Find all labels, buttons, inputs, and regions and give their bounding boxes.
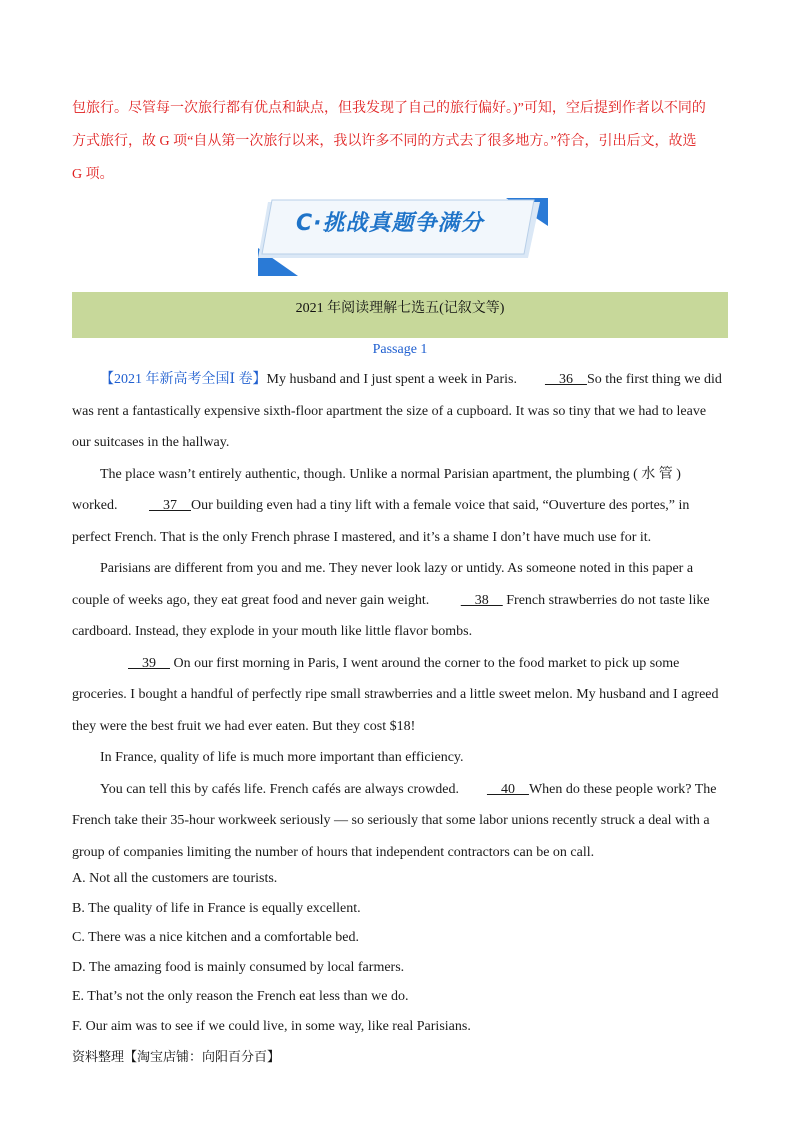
blank-36: 36 [544, 372, 587, 387]
blank-37: 37 [149, 498, 191, 513]
explanation-line: 方式旅行，故 G 项“自从第一次旅行以来，我以许多不同的方式去了很多地方。”符合，引出后文，故选 [72, 134, 697, 149]
section-header-bar [72, 292, 728, 338]
paragraph-text: Parisians are different from you and me. They never look lazy or untidy. As someone noted in this paper a couple of weeks ago, they eat great food and never gain weight. [72, 561, 694, 608]
explanation-line: 包旅行。尽管每一次旅行都有优点和缺点，但我发现了自己的旅行偏好。)”可知，空后提到作者以不同的 [72, 101, 706, 116]
banner-title: C·挑战真题争满分 [296, 211, 484, 236]
paragraph-text: You can tell this by cafés life. French cafés are always crowded. [100, 781, 459, 797]
paragraph-4 [72, 648, 728, 743]
paragraph-6 [72, 774, 728, 869]
paragraph-2 [72, 459, 728, 554]
blank-39: 39 [128, 655, 170, 671]
paragraph-3 [72, 553, 728, 648]
paragraph-1 [72, 364, 728, 459]
paragraph-text: So the first thing we did was rent a fantastically expensive sixth-floor apartment the size of a cupboard. It was so tiny that we had to leave our suitcases in the hallway. [72, 372, 722, 450]
option-b: B. The quality of life in France is equally excellent. [72, 900, 361, 916]
option-d: D. The amazing food is mainly consumed by local farmers. [72, 959, 405, 975]
paragraph-5: In France, quality of life is much more important than efficiency. [100, 750, 464, 765]
paragraph-text: French strawberries do not taste like cardboard. Instead, they explode in your mouth like little flavor bombs. [72, 592, 710, 639]
option-f: F. Our aim was to see if we could live, in some way, like real Parisians. [72, 1018, 471, 1034]
passage-body [72, 364, 728, 868]
section-banner [258, 196, 548, 276]
blank-38: 38 [460, 592, 503, 608]
paragraph-text: My husband and I just spent a week in Paris. [266, 372, 517, 387]
paragraph-text: The place wasn’t entirely authentic, though. Unlike a normal Parisian apartment, the plumbing ( 水 管 ) worked. [72, 466, 681, 513]
section-title: 2021 年阅读理解七选五(记叙文等) [295, 301, 505, 316]
paragraph-text: When do these people work? The French take their 35-hour workweek seriously — so seriously that some labor unions recently struck a deal with a group of companies limiting the number of hours that independent contractors can be on call. [72, 781, 717, 860]
answer-explanation [72, 92, 732, 191]
paragraph-text: On our first morning in Paris, I went around the corner to the food market to pick up some groceries. I bought a handful of perfectly ripe small strawberries and a little sweet melon. My husband and I agreed they were the best fruit we had ever eaten. But they cost $18! [72, 655, 719, 734]
explanation-line: G 项。 [72, 167, 114, 182]
option-c: C. There was a nice kitchen and a comfortable bed. [72, 930, 360, 945]
source-tag: 【2021 年新高考全国Ⅰ 卷】 [100, 372, 267, 387]
paragraph-text: Our building even had a tiny lift with a female voice that said, “Ouverture des portes,” in perfect French. That is the only French phrase I mastered, and it’s a shame I don’t have much use for it. [72, 498, 690, 545]
blank-40: 40 [486, 781, 529, 797]
answer-options [72, 864, 728, 1041]
footer-credit: 资料整理【淘宝店铺：向阳百分百】 [72, 1050, 281, 1065]
option-a: A. Not all the customers are tourists. [72, 871, 278, 886]
option-e: E. That’s not the only reason the French eat less than we do. [72, 989, 409, 1004]
passage-label: Passage 1 [372, 342, 428, 357]
